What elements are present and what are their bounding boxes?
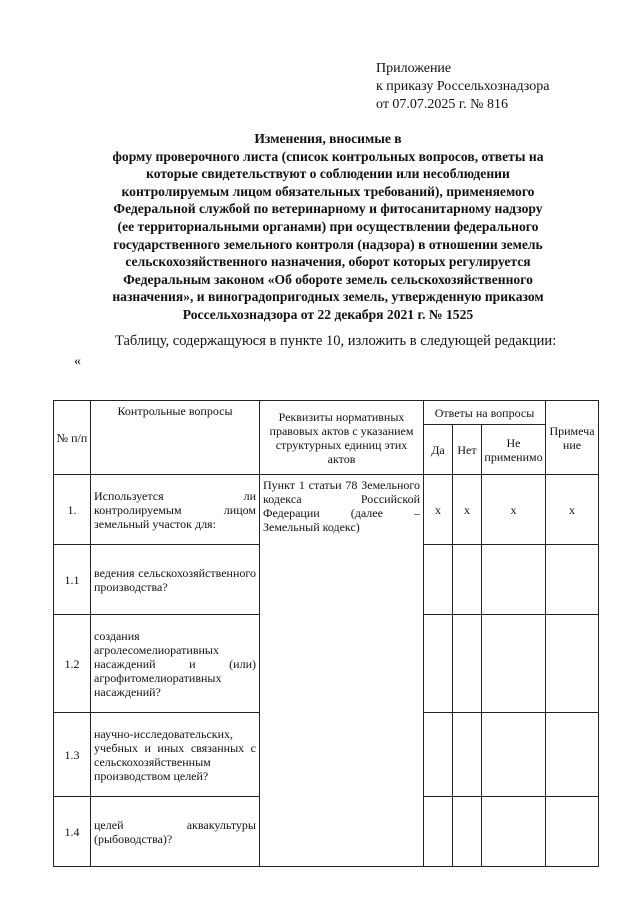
header-requisites: Реквизиты нормативных правовых актов с указанием структурных единиц этих актов [260, 401, 424, 475]
row-note: x [546, 475, 599, 545]
row-answer-no [453, 615, 482, 713]
row-answer-no: x [453, 475, 482, 545]
row-answer-na [482, 545, 546, 615]
row-num: 1.4 [54, 797, 91, 867]
row-answer-yes [424, 615, 453, 713]
header-yes: Да [424, 425, 453, 475]
row-note [546, 545, 599, 615]
table-row [54, 475, 599, 545]
row-answer-no [453, 713, 482, 797]
row-answer-no [453, 797, 482, 867]
row-answer-yes: x [424, 475, 453, 545]
title-line: сельскохозяйственного назначения, оборот которых регулируется [125, 254, 531, 270]
title-line: которые свидетельствуют о соблюдении или несоблюдении [146, 166, 510, 182]
intro-paragraph: Таблицу, содержащуюся в пункте 10, изложить в следующей редакции: [115, 333, 557, 349]
requisites-cell: Пункт 1 статьи 78 Земельного кодекса Российской Федерации (далее – Земельный кодекс) [260, 475, 424, 867]
header-answers: Ответы на вопросы [424, 401, 546, 425]
row-num: 1.2 [54, 615, 91, 713]
row-answer-no [453, 545, 482, 615]
appendix-order-ref: к приказу Россельхознадзора [376, 79, 550, 94]
checklist-table [53, 400, 599, 867]
title-line: государственного земельного контроля (надзора) в отношении земель [113, 236, 543, 252]
row-question: научно-исследовательских, учебных и иных связанных с сельскохозяйственным производством целей? [91, 713, 260, 797]
row-note [546, 615, 599, 713]
title-line: Федеральным законом «Об обороте земель сельскохозяйственного [123, 271, 533, 287]
row-num: 1.3 [54, 713, 91, 797]
row-answer-na [482, 615, 546, 713]
appendix-label: Приложение [376, 61, 452, 76]
title-line: Изменения, вносимые в [254, 131, 402, 146]
title-line: назначения», и виноградопригодных земель, утвержденную приказом [112, 289, 544, 305]
opening-quote: « [74, 354, 81, 369]
row-question: целей аквакультуры (рыбоводства)? [91, 797, 260, 867]
row-answer-yes [424, 713, 453, 797]
header-no: Нет [453, 425, 482, 475]
document-title [60, 130, 596, 324]
header-note: Примечание [546, 401, 599, 475]
row-answer-na: x [482, 475, 546, 545]
appendix-header [376, 60, 549, 114]
appendix-order-date: от 07.07.2025 г. № 816 [376, 97, 508, 112]
header-na: Не применимо [482, 425, 546, 475]
row-answer-na [482, 713, 546, 797]
title-line: (ее территориальными органами) при осуществлении федерального [117, 218, 539, 234]
row-question: создания агролесомелиоративных насаждений и (или) агрофитомелиоративных насаждений? [91, 615, 260, 713]
row-note [546, 797, 599, 867]
row-num: 1. [54, 475, 91, 545]
row-num: 1.1 [54, 545, 91, 615]
title-line: форму проверочного листа (список контрольных вопросов, ответы на [112, 148, 544, 164]
row-note [546, 713, 599, 797]
row-answer-na [482, 797, 546, 867]
title-line: Федеральной службой по ветеринарному и фитосанитарному надзору [113, 201, 543, 217]
title-line: Россельхознадзора от 22 декабря 2021 г. № 1525 [182, 306, 474, 322]
row-answer-yes [424, 545, 453, 615]
title-line: контролируемым лицом обязательных требований), применяемого [121, 183, 535, 199]
header-num: № п/п [54, 401, 91, 475]
row-question: Используется ли контролируемым лицом земельный участок для: [91, 475, 260, 545]
header-questions: Контрольные вопросы [91, 401, 260, 475]
row-answer-yes [424, 797, 453, 867]
row-question: ведения сельскохозяйственного производства? [91, 545, 260, 615]
